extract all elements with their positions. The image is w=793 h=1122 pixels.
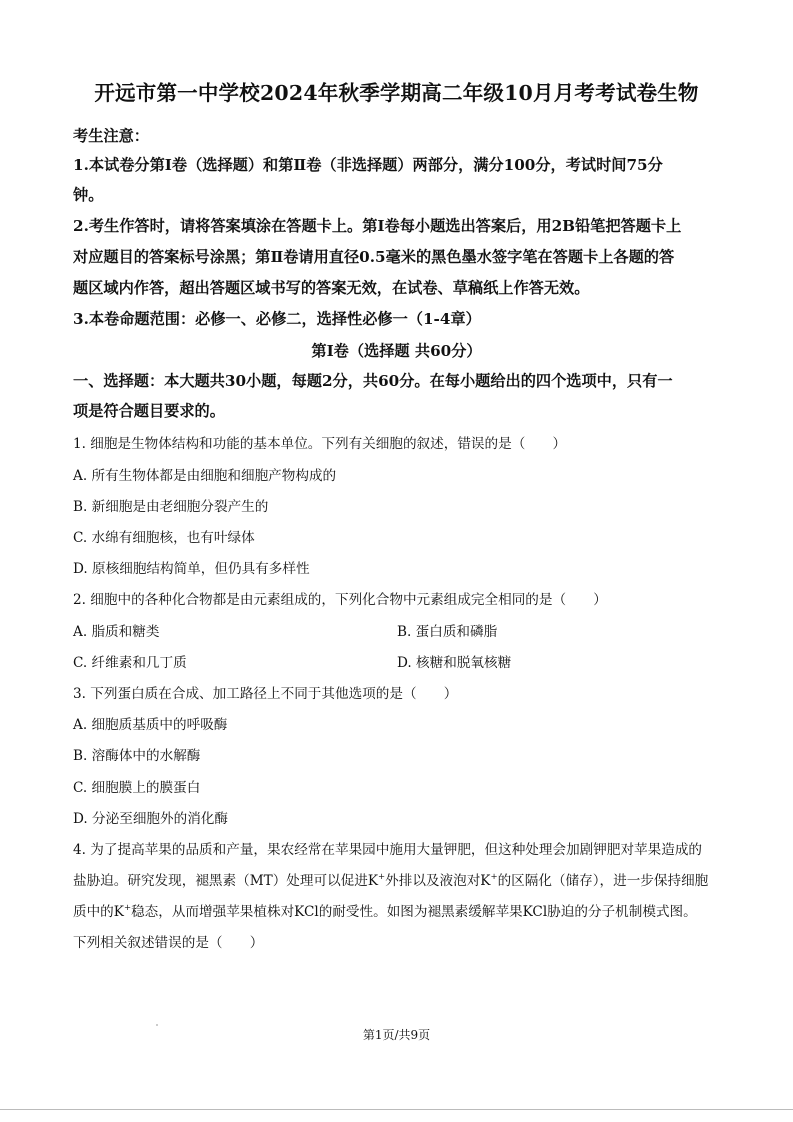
option-c: C. 细胞膜上的膜蛋白 <box>73 780 201 796</box>
superscript: + <box>490 872 498 882</box>
option-a: A. 细胞质基质中的呼吸酶 <box>73 717 228 733</box>
question-stem: 2. 细胞中的各种化合物都是由元素组成的，下列化合物中元素组成完全相同的是（ ） <box>73 592 607 608</box>
notice-heading: 考生注意： <box>73 127 149 145</box>
superscript: + <box>378 872 386 882</box>
section-instruction: 项是符合题目要求的。 <box>73 402 225 420</box>
notice-line: 钟。 <box>73 186 104 204</box>
notice-line: 对应题目的答案标号涂黑；第Ⅱ卷请用直径0.5毫米的黑色墨水签字笔在答题卡上各题的答 <box>73 248 675 266</box>
notice-line: 3.本卷命题范围：必修一、必修二，选择性必修一（1-4章） <box>73 310 481 328</box>
option-c: C. 纤维素和几丁质 <box>73 655 187 671</box>
option-a: A. 脂质和糖类 <box>73 624 160 640</box>
question-stem-line: 盐胁迫。研究发现，褪黑素（MT）处理可以促进K+外排以及液泡对K+的区隔化（储存），进一步保持细胞 <box>73 872 709 889</box>
question-stem: 1. 细胞是生物体结构和功能的基本单位。下列有关细胞的叙述，错误的是（ ） <box>73 436 567 452</box>
page-title: 开远市第一中学校2024年秋季学期高二年级10月月考考试卷生物 <box>94 81 699 105</box>
superscript: + <box>123 903 132 913</box>
option-b: B. 蛋白质和磷脂 <box>397 624 498 640</box>
option-b: B. 新细胞是由老细胞分裂产生的 <box>73 499 269 515</box>
question-stem-line: 下列相关叙述错误的是（ ） <box>73 935 264 951</box>
section-title: 第Ⅰ卷（选择题 共60分） <box>311 342 482 360</box>
notice-line: 1.本试卷分第Ⅰ卷（选择题）和第Ⅱ卷（非选择题）两部分，满分100分，考试时间75分 <box>73 156 663 174</box>
notice-line: 2.考生作答时，请将答案填涂在答题卡上。第Ⅰ卷每小题选出答案后，用2B铅笔把答题卡上 <box>73 217 682 235</box>
option-b: B. 溶酶体中的水解酶 <box>73 748 201 764</box>
section-instruction: 一、选择题：本大题共30小题，每题2分，共60分。在每小题给出的四个选项中，只有一 <box>73 372 673 390</box>
option-d: D. 分泌至细胞外的消化酶 <box>73 811 228 827</box>
notice-line: 题区域内作答，超出答题区域书写的答案无效，在试卷、草稿纸上作答无效。 <box>73 279 590 297</box>
option-a: A. 所有生物体都是由细胞和细胞产物构成的 <box>73 468 337 484</box>
page-footer: 第1页/共9页 <box>362 1028 431 1042</box>
page-bottom-rule <box>0 1109 793 1110</box>
question-stem: 3. 下列蛋白质在合成、加工路径上不同于其他选项的是（ ） <box>73 686 458 702</box>
question-stem-line: 质中的K+稳态，从而增强苹果植株对KCl的耐受性。如图为褪黑素缓解苹果KCl胁迫的分子机制模式图。 <box>73 903 697 920</box>
option-d: D. 原核细胞结构简单，但仍具有多样性 <box>73 561 310 577</box>
option-c: C. 水绵有细胞核，也有叶绿体 <box>73 530 255 546</box>
question-stem-line: 4. 为了提高苹果的品质和产量，果农经常在苹果园中施用大量钾肥，但这种处理会加剧钾肥对苹果造成的 <box>73 842 703 858</box>
option-d: D. 核糖和脱氧核糖 <box>397 655 512 671</box>
